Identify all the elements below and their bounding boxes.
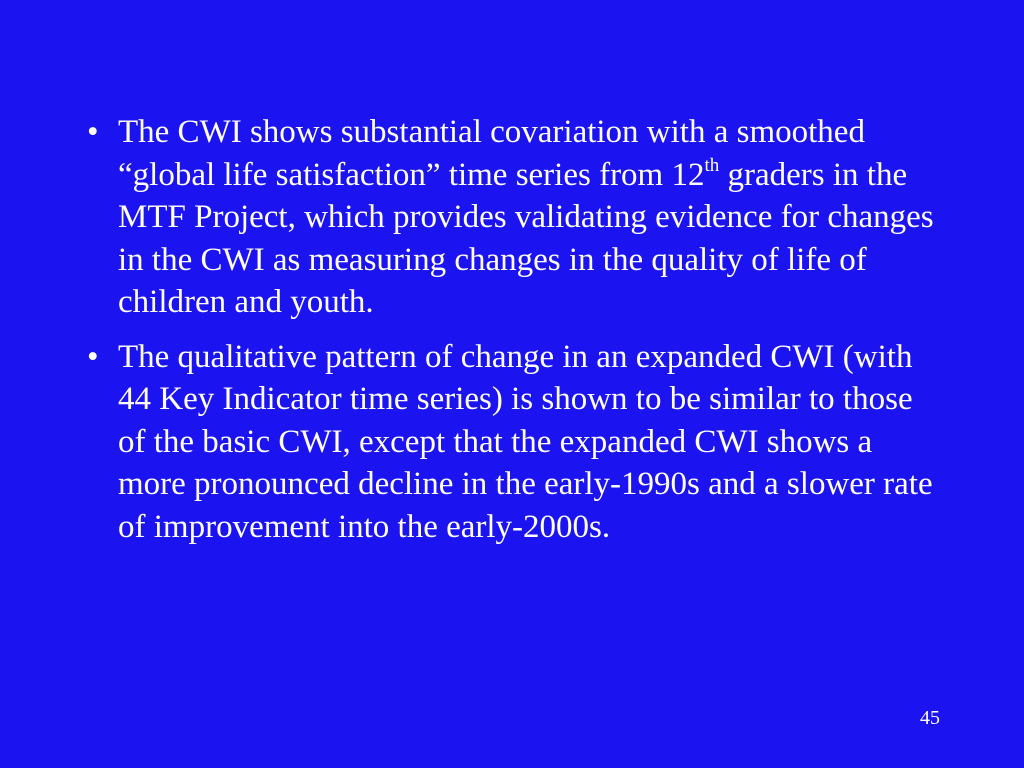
bullet-1-text-start: The CWI shows substantial covariation with a smoothed “global life satisfaction” time series from 12 — [118, 114, 865, 193]
bullet-1-superscript: th — [704, 154, 720, 176]
bullet-icon: • — [87, 338, 99, 375]
page-number: 45 — [920, 707, 940, 729]
bullet-1-text-end: graders in the MTF Project, which provides validating evidence for changes in the CWI as measuring changes in the quality of life of children and youth. — [118, 156, 934, 320]
bullet-icon: • — [87, 114, 99, 150]
bullet-item-2 — [87, 336, 948, 549]
bullet-2-text: The qualitative pattern of change in an expanded CWI (with 44 Key Indicator time series) is shown to be similar to those of the basic CWI, except that the expanded CWI shows a more pronounced decline in the early-1990s and a slower rate of improvement into the early-2000s. — [118, 338, 933, 545]
bullet-item-1 — [87, 111, 948, 324]
bullet-list — [87, 111, 948, 560]
